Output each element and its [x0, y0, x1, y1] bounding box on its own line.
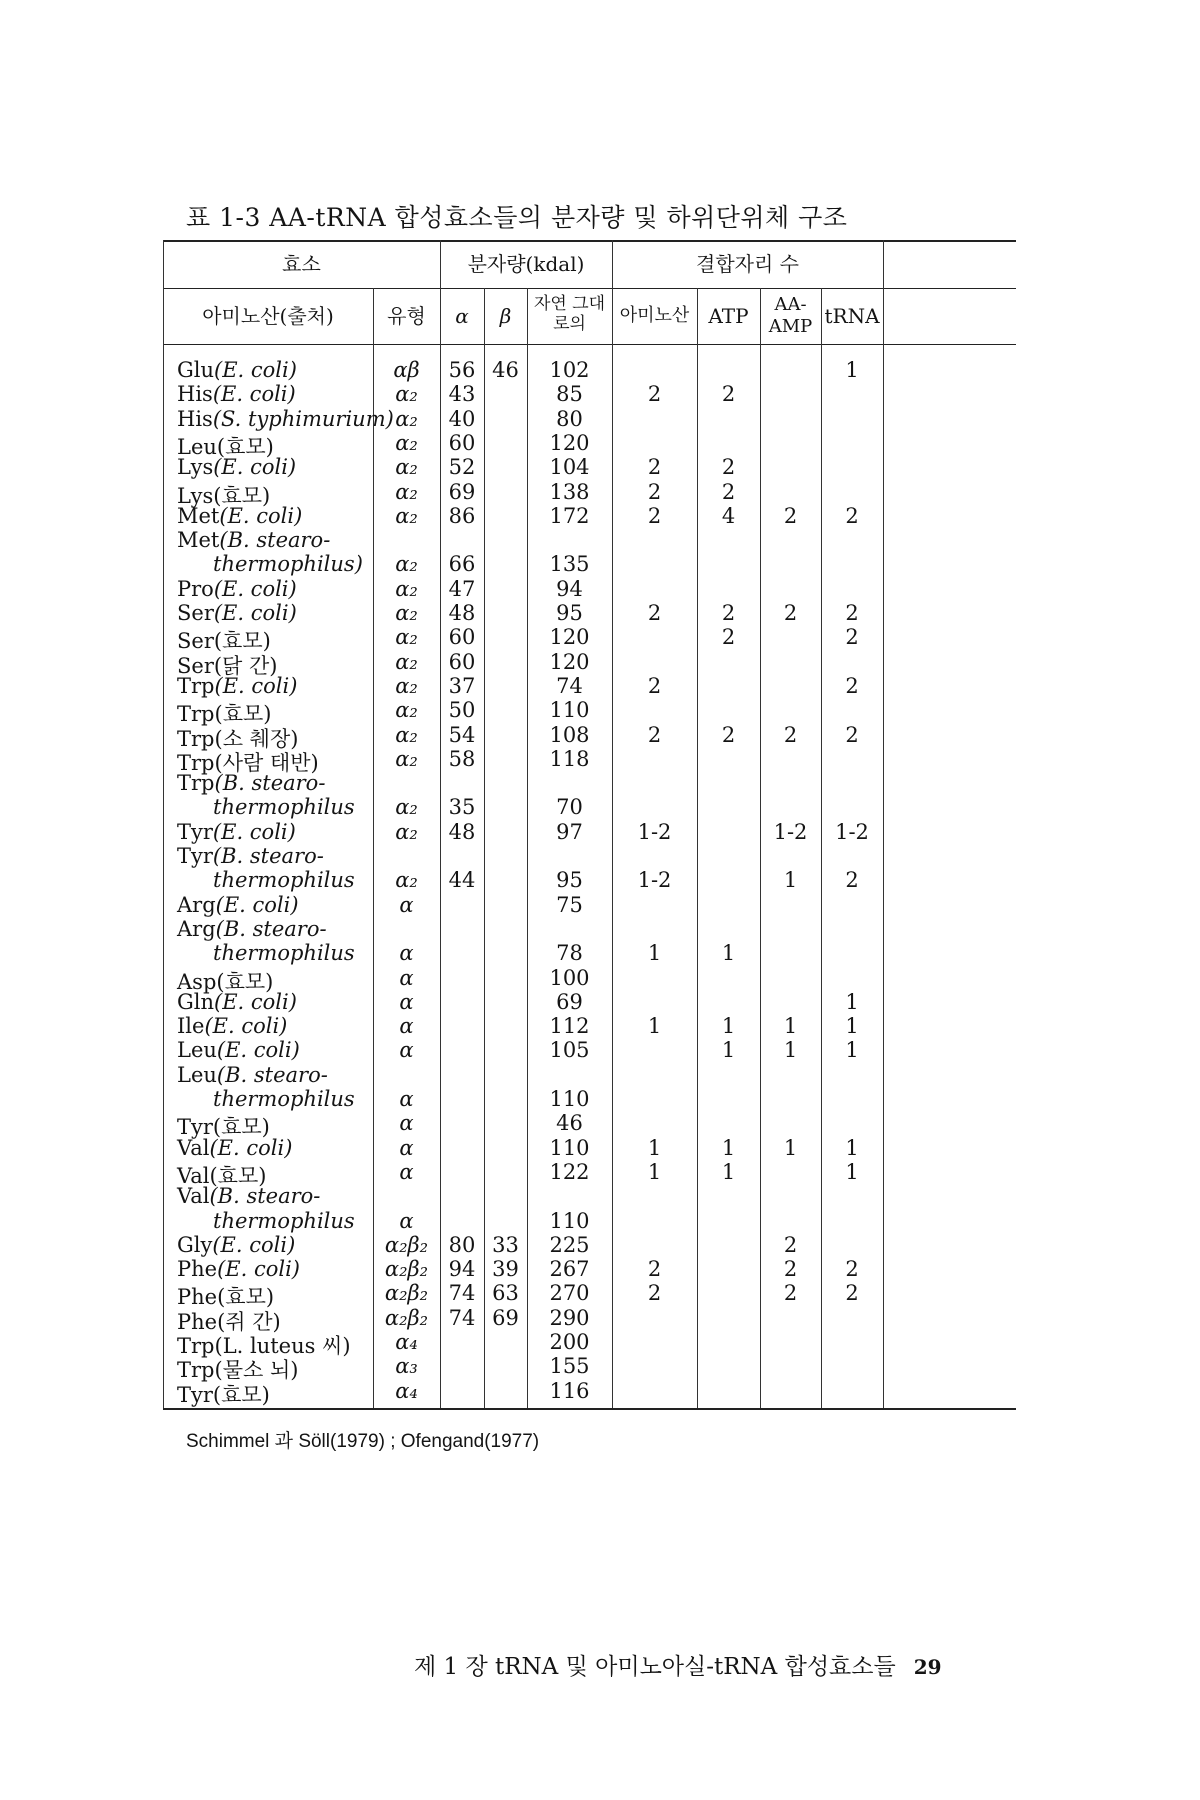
cell-n: 270: [549, 1281, 590, 1306]
row-amino-acid: Asp: [177, 969, 217, 994]
row-source: (E. coli): [212, 1232, 296, 1257]
cell-aa: 1-2: [637, 819, 672, 844]
header-alpha: α: [455, 304, 469, 328]
header-mid-rule: [163, 288, 1016, 289]
cell-aa: 2: [647, 503, 662, 528]
row-source: thermophilus: [213, 868, 355, 893]
header-native: 자연 그대로의: [533, 294, 606, 334]
cell-type: α: [399, 1014, 414, 1039]
row-source: (쥐 간): [217, 1309, 281, 1334]
row-source: (효모): [213, 483, 271, 508]
cell-n: 120: [549, 625, 590, 650]
cell-a: 48: [448, 819, 476, 844]
table-row-name: [177, 455, 296, 479]
cell-n: 110: [549, 698, 590, 723]
page-number: 29: [913, 1655, 942, 1679]
cell-n: 78: [556, 941, 583, 966]
cell-type: α: [399, 1159, 414, 1184]
table-row-name: [177, 1087, 355, 1111]
cell-t: 2: [845, 625, 859, 650]
row-source: (E. coli): [214, 673, 298, 698]
row-source: (물소 뇌): [214, 1358, 299, 1383]
table-top-rule: [163, 240, 1016, 242]
cell-atp: 1: [721, 1014, 736, 1039]
row-amino-acid: Gly: [177, 1232, 213, 1257]
row-amino-acid: Tyr: [177, 1382, 213, 1407]
cell-type: α: [399, 1038, 414, 1063]
row-amino-acid: Trp: [177, 1358, 215, 1383]
right-border: [883, 240, 884, 1408]
table-row-name: [177, 1063, 328, 1087]
cell-a: 58: [448, 746, 476, 771]
cell-type: α₂: [395, 503, 418, 528]
row-amino-acid: Tyr: [177, 819, 213, 844]
table-row-name: [177, 674, 297, 698]
cell-a: 74: [448, 1305, 476, 1330]
cell-aa: 2: [647, 1281, 662, 1306]
row-source: (효모): [216, 969, 274, 994]
cell-n: 112: [549, 1014, 590, 1039]
source-citation: Schimmel 과 Söll(1979) ; Ofengand(1977): [186, 1431, 540, 1452]
cell-type: α₂: [395, 601, 418, 625]
row-amino-acid: Trp: [177, 702, 215, 727]
row-source: (B. stearo-: [216, 1062, 328, 1087]
cell-n: 74: [556, 673, 583, 698]
cell-aa: 1: [647, 1135, 662, 1160]
header-type: 유형: [387, 304, 426, 328]
table-row-name: [177, 844, 324, 868]
cell-a: 35: [448, 795, 476, 820]
left-border: [163, 240, 164, 1408]
cell-amp: 1: [783, 868, 798, 893]
table-row-name: [177, 1136, 292, 1160]
cell-a: 43: [448, 382, 476, 407]
cell-type: α₂: [395, 649, 418, 674]
table-row-name: [177, 1209, 355, 1233]
cell-a: 74: [448, 1281, 476, 1306]
cell-n: 120: [549, 649, 590, 674]
cell-n: 108: [549, 722, 590, 747]
table-row-name: [177, 1233, 295, 1257]
cell-a: 37: [448, 673, 476, 698]
cell-n: 122: [549, 1159, 590, 1184]
row-amino-acid: Val: [177, 1135, 210, 1160]
cell-a: 66: [448, 552, 476, 577]
table-row-name: [177, 1184, 320, 1208]
cell-amp: 2: [783, 722, 798, 747]
cell-t: 1: [845, 1135, 859, 1160]
cell-n: 110: [549, 1208, 590, 1233]
cell-n: 118: [549, 746, 590, 771]
row-amino-acid: Trp: [177, 1334, 215, 1358]
cell-aa: 2: [647, 382, 662, 407]
row-source: (B. stearo-: [215, 916, 327, 941]
row-amino-acid: Tyr: [177, 844, 213, 868]
row-source: (B. stearo-: [209, 1184, 321, 1209]
row-amino-acid: Val: [177, 1163, 210, 1188]
cell-type: α₂: [395, 576, 418, 601]
cell-type: α₂: [395, 625, 418, 650]
row-source: (E. coli): [213, 601, 297, 625]
header-amino-acid: 아미노산: [619, 305, 690, 326]
table-row-name: [177, 795, 355, 819]
cell-aa: 2: [647, 601, 662, 625]
cell-atp: 4: [721, 503, 736, 528]
row-amino-acid: Ser: [177, 653, 214, 678]
cell-t: 1: [845, 989, 859, 1014]
row-amino-acid: Val: [177, 1184, 210, 1209]
row-amino-acid: Glu: [177, 358, 215, 382]
cell-n: 94: [556, 576, 583, 601]
cell-type: α₂: [395, 722, 418, 747]
cell-b: 63: [492, 1281, 519, 1306]
cell-a: 60: [448, 430, 476, 455]
row-source: (S. typhimurium): [212, 406, 394, 431]
header-amino-acid-source: 아미노산(출처): [202, 304, 334, 328]
cell-atp: 1: [721, 1159, 736, 1184]
enzyme-table: [163, 240, 1016, 1410]
row-source: (E. coli): [217, 1257, 300, 1282]
cell-t: 2: [845, 722, 859, 747]
row-source: thermophilus: [213, 941, 355, 966]
cell-amp: 2: [783, 1281, 798, 1306]
cell-type: α₂: [395, 455, 418, 480]
cell-b: 33: [492, 1232, 519, 1257]
row-source: (효모): [209, 1163, 267, 1188]
cell-a: 86: [448, 503, 476, 528]
row-source: (E. coli): [212, 382, 296, 407]
table-row-name: [177, 917, 327, 941]
cell-type: αβ: [393, 358, 420, 382]
cell-n: 110: [549, 1087, 590, 1111]
cell-amp: 1: [783, 1038, 798, 1063]
cell-type: α₂: [395, 868, 418, 893]
row-amino-acid: Lys: [177, 455, 214, 480]
cell-n: 225: [549, 1232, 590, 1257]
cell-type: α₂: [395, 382, 418, 407]
cell-t: 2: [845, 601, 859, 625]
row-source: (효모): [213, 629, 271, 654]
row-source: (B. stearo-: [214, 771, 326, 796]
cell-atp: 2: [721, 722, 736, 747]
table-row-name: [177, 990, 297, 1014]
cell-type: α: [399, 892, 414, 917]
cell-atp: 2: [721, 382, 736, 407]
cell-type: α₂: [395, 795, 418, 820]
row-source: (E. coli): [216, 1038, 300, 1063]
row-amino-acid: Trp: [177, 726, 215, 751]
cell-n: 100: [549, 965, 590, 990]
cell-type: α₄: [395, 1378, 418, 1403]
table-row-name: [177, 577, 297, 601]
row-source: (E. coli): [219, 503, 303, 528]
cell-amp: 1-2: [773, 819, 808, 844]
cell-amp: 2: [783, 503, 798, 528]
cell-n: 200: [549, 1330, 590, 1354]
cell-aa: 2: [647, 722, 662, 747]
cell-b: 46: [492, 358, 519, 382]
row-source: (E. coli): [214, 358, 297, 382]
row-source: (E. coli): [212, 819, 296, 844]
cell-t: 1-2: [835, 819, 869, 844]
cell-type: α: [399, 941, 414, 966]
cell-type: α: [399, 989, 414, 1014]
row-amino-acid: His: [177, 406, 213, 431]
cell-n: 102: [549, 358, 590, 382]
page-footer: [414, 1648, 942, 1681]
cell-atp: 2: [721, 625, 736, 650]
cell-aa: 2: [647, 1257, 662, 1282]
header-aa-amp: AA- AMP: [768, 294, 813, 337]
cell-a: 94: [448, 1257, 476, 1282]
table-title: 표 1-3 AA-tRNA 합성효소들의 분자량 및 하위단위체 구조: [186, 203, 848, 232]
cell-t: 2: [845, 1281, 859, 1306]
cell-type: α: [399, 1135, 414, 1160]
row-source: (효모): [214, 702, 272, 727]
cell-a: 52: [448, 455, 476, 480]
cell-n: 80: [556, 406, 583, 431]
cell-n: 69: [556, 989, 583, 1014]
cell-t: 2: [845, 868, 859, 893]
header-molecular-weight: 분자량(kdal): [467, 252, 585, 276]
cell-b: 39: [492, 1257, 519, 1282]
cell-n: 290: [549, 1305, 590, 1330]
cell-n: 110: [549, 1135, 590, 1160]
row-amino-acid: Arg: [177, 892, 216, 917]
table-row-name: [177, 1257, 300, 1281]
table-row-name: [177, 868, 355, 892]
row-amino-acid: Pro: [177, 576, 214, 601]
cell-t: 2: [845, 503, 859, 528]
row-source: (효모): [212, 1382, 270, 1407]
cell-t: 2: [845, 1257, 859, 1282]
row-amino-acid: Lys: [177, 483, 214, 508]
cell-n: 138: [549, 479, 590, 504]
row-amino-acid: Ser: [177, 601, 214, 625]
cell-t: 1: [845, 358, 859, 382]
cell-aa: 2: [647, 455, 662, 480]
cell-n: 104: [549, 455, 590, 480]
table-row-name: [177, 504, 302, 528]
cell-n: 116: [549, 1378, 590, 1403]
table-row-name: [177, 601, 297, 625]
cell-type: α₂: [395, 479, 418, 504]
cell-type: α: [399, 1111, 414, 1136]
row-source: (효모): [217, 1285, 275, 1310]
row-source: (효모): [216, 434, 274, 459]
cell-type: α₂: [395, 698, 418, 723]
cell-type: α₂β₂: [384, 1281, 429, 1306]
cell-n: 46: [556, 1111, 583, 1136]
cell-a: 54: [448, 722, 476, 747]
cell-amp: 1: [783, 1135, 798, 1160]
cell-aa: 1-2: [637, 868, 672, 893]
row-source: (E. coli): [214, 989, 297, 1014]
row-amino-acid: His: [177, 382, 213, 407]
cell-t: 1: [845, 1014, 859, 1039]
cell-n: 135: [549, 552, 590, 577]
cell-n: 95: [556, 868, 583, 893]
cell-type: α: [399, 965, 414, 990]
col-divider-trna: [821, 288, 822, 1408]
cell-type: α₂β₂: [384, 1305, 429, 1330]
table-row-name: [177, 893, 299, 917]
row-amino-acid: Trp: [177, 750, 215, 775]
row-amino-acid: Leu: [177, 434, 217, 459]
table-row-name: [177, 382, 296, 406]
cell-n: 75: [556, 892, 583, 917]
row-source: thermophilus): [213, 552, 363, 577]
cell-a: 56: [448, 358, 476, 382]
table-row-name: [177, 1014, 287, 1038]
cell-n: 105: [549, 1038, 590, 1063]
row-source: thermophilus: [213, 1087, 355, 1111]
row-source: (E. coli): [213, 576, 297, 601]
header-binding-sites: 결합자리 수: [696, 252, 799, 276]
cell-type: α₂: [395, 673, 418, 698]
row-amino-acid: Ser: [177, 629, 214, 654]
cell-atp: 2: [721, 601, 736, 625]
cell-aa: 2: [647, 479, 662, 504]
cell-type: α₂: [395, 552, 418, 577]
cell-a: 80: [448, 1232, 476, 1257]
row-source: (E. coli): [215, 892, 299, 917]
cell-type: α: [399, 1087, 414, 1111]
cell-a: 50: [448, 698, 476, 723]
row-amino-acid: Arg: [177, 916, 216, 941]
cell-n: 155: [549, 1354, 590, 1379]
cell-t: 1: [845, 1038, 859, 1063]
cell-type: α₃: [395, 1354, 418, 1379]
cell-a: 48: [448, 601, 476, 625]
table-bottom-rule: [163, 1408, 1016, 1410]
row-source: (B. stearo-: [219, 528, 331, 553]
cell-n: 267: [549, 1257, 590, 1282]
row-amino-acid: Trp: [177, 673, 215, 698]
cell-type: α: [399, 1208, 414, 1233]
cell-type: α₂: [395, 819, 418, 844]
cell-n: 97: [556, 819, 583, 844]
cell-a: 47: [448, 576, 476, 601]
row-amino-acid: Phe: [177, 1285, 218, 1310]
table-row-name: [177, 771, 325, 795]
row-amino-acid: Leu: [177, 1038, 217, 1063]
cell-n: 85: [556, 382, 583, 407]
row-source: (소 췌장): [214, 726, 299, 751]
cell-a: 69: [448, 479, 476, 504]
cell-aa: 1: [647, 1014, 662, 1039]
row-amino-acid: Gln: [177, 989, 215, 1014]
cell-type: α₂: [395, 430, 418, 455]
cell-atp: 1: [721, 941, 736, 966]
cell-a: 60: [448, 649, 476, 674]
row-amino-acid: Phe: [177, 1257, 218, 1282]
row-source: thermophilus: [213, 1208, 355, 1233]
header-beta: β: [499, 304, 512, 328]
row-source: (사람 태반): [214, 750, 319, 775]
row-amino-acid: Met: [177, 503, 220, 528]
row-amino-acid: Met: [177, 528, 220, 553]
row-source: (E. coli): [209, 1135, 293, 1160]
cell-amp: 2: [783, 1232, 798, 1257]
row-amino-acid: Trp: [177, 771, 215, 796]
cell-a: 44: [448, 868, 476, 893]
cell-atp: 1: [721, 1038, 736, 1063]
cell-aa: 1: [647, 1159, 662, 1184]
row-source: (L. luteus 씨): [214, 1334, 351, 1358]
cell-type: α₂: [395, 746, 418, 771]
row-amino-acid: Tyr: [177, 1115, 213, 1140]
cell-amp: 2: [783, 601, 798, 625]
cell-n: 70: [556, 795, 583, 820]
cell-n: 172: [549, 503, 590, 528]
row-source: (B. stearo-: [212, 844, 324, 868]
table-row-name: [177, 552, 363, 576]
header-trna: tRNA: [824, 304, 880, 328]
cell-t: 2: [845, 673, 859, 698]
row-amino-acid: Phe: [177, 1309, 218, 1334]
cell-type: α₄: [395, 1330, 418, 1354]
table-row-name: [177, 1038, 300, 1062]
table-row-name: [177, 820, 296, 844]
cell-a: 60: [448, 625, 476, 650]
row-source: thermophilus: [213, 795, 355, 820]
cell-type: α₂β₂: [384, 1257, 429, 1282]
table-row-name: [177, 407, 394, 431]
table-row-name: [177, 358, 297, 382]
header-atp: ATP: [708, 304, 749, 328]
cell-n: 120: [549, 430, 590, 455]
cell-b: 69: [492, 1305, 519, 1330]
cell-type: α₂: [395, 406, 418, 431]
cell-type: α₂β₂: [384, 1232, 429, 1257]
cell-amp: 2: [783, 1257, 798, 1282]
cell-amp: 1: [783, 1014, 798, 1039]
cell-n: 95: [556, 601, 583, 625]
cell-atp: 2: [721, 479, 736, 504]
row-source: (E. coli): [204, 1014, 288, 1039]
cell-atp: 2: [721, 455, 736, 480]
row-source: (닭 간): [213, 653, 278, 678]
cell-t: 1: [845, 1159, 859, 1184]
footer-chapter-title: 제 1 장 tRNA 및 아미노아실-tRNA 합성효소들: [414, 1654, 896, 1680]
header-bottom-rule: [163, 344, 1016, 345]
cell-aa: 2: [647, 673, 662, 698]
row-amino-acid: Leu: [177, 1062, 217, 1087]
table-row-name: [177, 941, 355, 965]
cell-a: 40: [448, 406, 476, 431]
table-row-name: [177, 1379, 270, 1409]
table-row-name: [177, 528, 330, 552]
header-enzyme: 효소: [282, 252, 321, 276]
cell-atp: 1: [721, 1135, 736, 1160]
row-source: (E. coli): [213, 455, 297, 480]
cell-aa: 1: [647, 941, 662, 966]
row-source: (효모): [212, 1115, 270, 1140]
row-amino-acid: Ile: [177, 1014, 205, 1039]
